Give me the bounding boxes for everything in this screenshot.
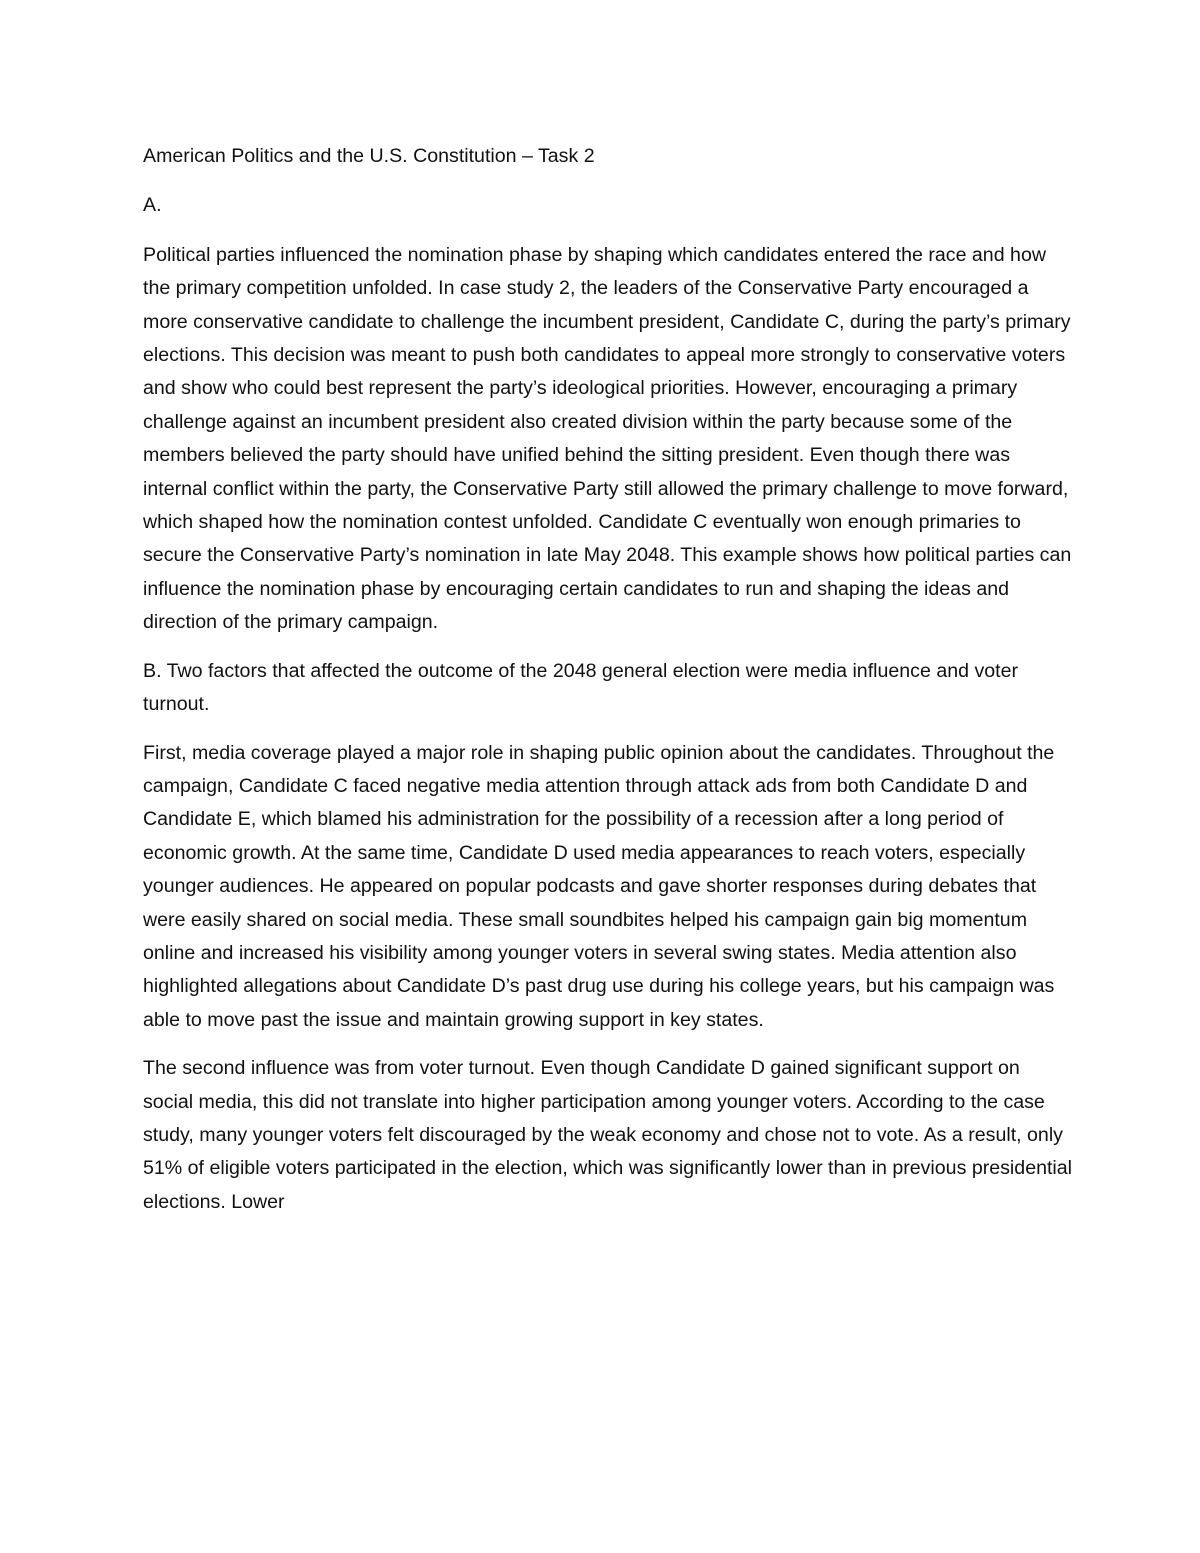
section-a-label: A. — [143, 194, 162, 217]
paragraph-media-influence: First, media coverage played a major role in shaping public opinion about the candidates. Throughout the campaign, Candidate C faced negative media attention through attack ads from both Candidate D and Candidate E, which blamed his administration for the possibility of a recession after a long period of economic growth. At the same time, Candidate D used media appearances to reach voters, especially younger audiences. He appeared on popular podcasts and gave shorter responses during debates that were easily shared on social media. These small soundbites helped his campaign gain big momentum online and increased his visibility among younger voters in several swing states. Media attention also highlighted allegations about Candidate D’s past drug use during his college years, but his campaign was able to move past the issue and maintain growing support in key states. — [143, 741, 1055, 1031]
paragraph-section-b-intro: B. Two factors that affected the outcome of the 2048 general election were media influence and voter turnout. — [143, 659, 1019, 716]
document-body — [143, 140, 1073, 1234]
paragraph-voter-turnout: The second influence was from voter turnout. Even though Candidate D gained significant support on social media, this did not translate into higher participation among younger voters. According to the case study, many younger voters felt discouraged by the weak economy and chose not to vote. As a result, only 51% of eligible voters participated in the election, which was significantly lower than in previous presidential elections. Lower — [143, 1057, 1073, 1213]
document-title: American Politics and the U.S. Constitution – Task 2 — [143, 145, 595, 167]
paragraph-nomination-phase: Political parties influenced the nomination phase by shaping which candidates entered the race and how the primary competition unfolded. In case study 2, the leaders of the Conservative Party encouraged a more conservative candidate to challenge the incumbent president, Candidate C, during the party’s primary elections. This decision was meant to push both candidates to appeal more strongly to conservative voters and show who could best represent the party’s ideological priorities. However, encouraging a primary challenge against an incumbent president also created division within the party because some of the members believed the party should have unified behind the sitting president. Even though there was internal conflict within the party, the Conservative Party still allowed the primary challenge to move forward, which shaped how the nomination contest unfolded. Candidate C eventually won enough primaries to secure the Conservative Party’s nomination in late May 2048. This example shows how political parties can influence the nomination phase by encouraging certain candidates to run and shaping the ideas and direction of the primary campaign. — [143, 243, 1072, 634]
